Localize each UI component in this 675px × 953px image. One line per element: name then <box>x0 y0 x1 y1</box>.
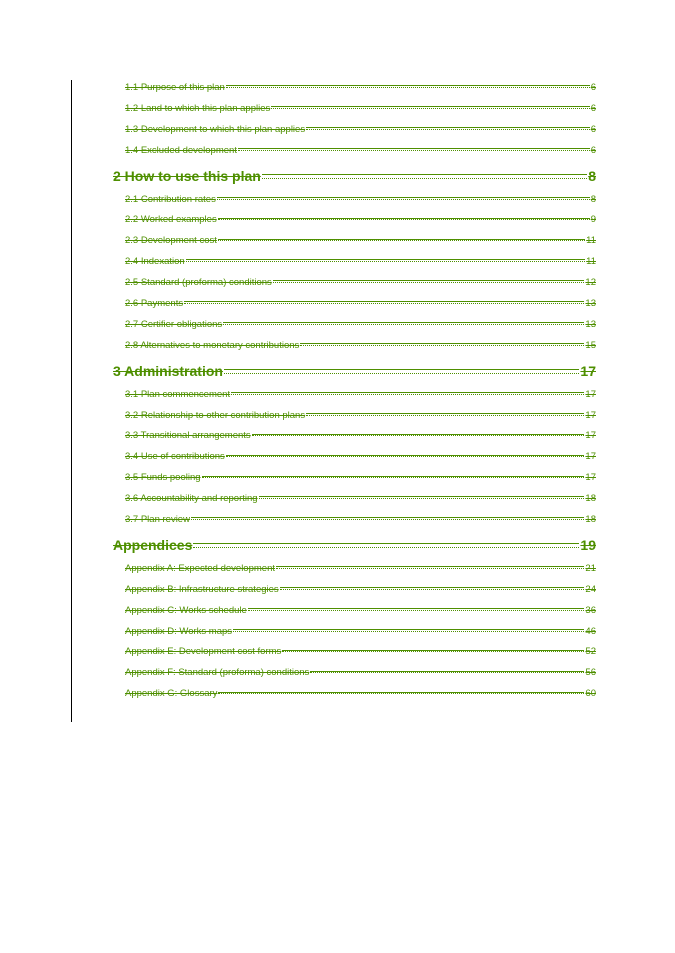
toc-entry[interactable] <box>113 231 596 252</box>
toc-entry-title: Appendix G: Glossary <box>125 688 218 700</box>
toc-entry-title: 3.1 Plan commencement <box>125 388 231 400</box>
toc-entry-page-number: 21 <box>585 562 596 574</box>
toc-dot-leader <box>217 192 590 202</box>
toc-entry[interactable] <box>113 601 596 622</box>
toc-dot-leader <box>273 276 585 286</box>
toc-dot-leader <box>226 81 590 91</box>
toc-entry-page-number: 11 <box>586 235 596 247</box>
toc-entry-title: 1.3 Development to which this plan applies <box>125 123 306 135</box>
toc-dot-leader <box>218 687 584 697</box>
toc-entry-title: Appendix B: Infrastructure strategies <box>125 583 279 595</box>
toc-dot-leader <box>238 143 590 153</box>
toc-entry-page-number: 12 <box>585 277 596 289</box>
toc-dot-leader <box>231 387 584 397</box>
toc-entry-title: Appendix F: Standard (proforma) conditions <box>125 667 310 679</box>
toc-entry-title: 3.7 Plan review <box>125 514 190 526</box>
toc-entry[interactable] <box>113 468 596 489</box>
toc-dot-leader <box>233 624 584 634</box>
toc-dot-leader <box>306 122 590 132</box>
toc-dot-leader <box>306 408 584 418</box>
toc-dot-leader <box>184 297 584 307</box>
toc-entry[interactable] <box>113 663 596 684</box>
toc-entry-page-number: 18 <box>585 493 596 505</box>
toc-dot-leader <box>252 429 585 439</box>
toc-entry-title: 2 How to use this plan <box>113 167 261 184</box>
toc-entry[interactable] <box>113 489 596 510</box>
toc-entry-page-number: 56 <box>585 667 596 679</box>
toc-entry-title: 3.3 Transitional arrangements <box>125 430 251 442</box>
toc-dot-leader <box>282 645 584 655</box>
toc-dot-leader <box>224 362 579 376</box>
toc-entry-page-number: 17 <box>585 451 596 463</box>
toc-entry-page-number: 6 <box>590 144 596 156</box>
toc-entry[interactable] <box>113 210 596 231</box>
toc-entry-page-number: 8 <box>590 193 596 205</box>
toc-entry-title: Appendix C: Works schedule <box>125 604 247 616</box>
toc-dot-leader <box>262 167 587 181</box>
toc-entry[interactable] <box>113 406 596 427</box>
toc-entry-page-number: 36 <box>585 604 596 616</box>
toc-entry-page-number: 6 <box>590 82 596 93</box>
toc-entry-title: 2.7 Certifier obligations <box>125 318 223 330</box>
toc-dot-leader <box>226 450 585 460</box>
toc-dot-leader <box>310 666 584 676</box>
toc-dot-leader <box>259 492 585 502</box>
toc-entry[interactable] <box>113 78 596 99</box>
toc-entry-title: 2.2 Worked examples <box>125 214 217 226</box>
toc-entry-page-number: 17 <box>585 388 596 400</box>
toc-entry[interactable] <box>113 684 596 705</box>
toc-entry-page-number: 52 <box>585 646 596 658</box>
table-of-contents <box>113 78 596 705</box>
toc-entry[interactable] <box>113 510 596 531</box>
toc-entry-page-number: 60 <box>585 688 596 700</box>
toc-heading-entry[interactable] <box>113 532 596 558</box>
toc-entry-page-number: 6 <box>590 123 596 135</box>
toc-entry[interactable] <box>113 120 596 141</box>
toc-entry[interactable] <box>113 426 596 447</box>
toc-entry-title: Appendix A: Expected development <box>125 562 275 574</box>
tracked-change-bar <box>71 80 72 722</box>
toc-dot-leader <box>280 582 585 592</box>
toc-entry-title: 3 Administration <box>113 362 223 379</box>
toc-entry-page-number: 17 <box>585 472 596 484</box>
toc-dot-leader <box>202 471 585 481</box>
toc-entry-title: 1.4 Excluded development <box>125 144 237 156</box>
toc-entry-title: 2.8 Alternatives to monetary contributions <box>125 339 300 351</box>
toc-entry-page-number: 13 <box>585 318 596 330</box>
toc-entry-page-number: 24 <box>585 583 596 595</box>
toc-dot-leader <box>248 603 585 613</box>
toc-entry[interactable] <box>113 252 596 273</box>
toc-entry-page-number: 11 <box>586 256 596 268</box>
toc-entry[interactable] <box>113 385 596 406</box>
toc-dot-leader <box>223 317 584 327</box>
toc-dot-leader <box>276 561 584 571</box>
toc-entry-title: Appendices <box>113 536 193 553</box>
toc-dot-leader <box>271 101 589 111</box>
toc-entry-title: 2.6 Payments <box>125 298 184 310</box>
toc-entry[interactable] <box>113 447 596 468</box>
toc-entry-page-number: 15 <box>585 339 596 351</box>
toc-entry-page-number: 18 <box>585 514 596 526</box>
toc-heading-entry[interactable] <box>113 163 596 189</box>
toc-dot-leader <box>218 213 590 223</box>
toc-entry-page-number: 17 <box>585 430 596 442</box>
toc-entry-title: 2.5 Standard (proforma) conditions <box>125 277 272 289</box>
toc-heading-entry[interactable] <box>113 358 596 384</box>
toc-entry-page-number: 46 <box>585 625 596 637</box>
toc-entry[interactable] <box>113 315 596 336</box>
toc-entry[interactable] <box>113 580 596 601</box>
toc-entry[interactable] <box>113 294 596 315</box>
toc-entry-title: 1.2 Land to which this plan applies <box>125 102 271 114</box>
toc-entry[interactable] <box>113 642 596 663</box>
toc-entry-page-number: 19 <box>580 536 596 553</box>
toc-entry[interactable] <box>113 336 596 357</box>
toc-entry-title: Appendix D: Works maps <box>125 625 233 637</box>
toc-dot-leader <box>191 513 584 523</box>
toc-entry-title: 2.1 Contribution rates <box>125 193 216 205</box>
toc-entry[interactable] <box>113 559 596 580</box>
toc-entry-page-number: 8 <box>588 167 596 184</box>
toc-entry-page-number: 17 <box>580 362 596 379</box>
toc-entry-title: Appendix E: Development cost forms <box>125 646 282 658</box>
toc-entry-title: 3.6 Accountability and reporting <box>125 493 258 505</box>
toc-entry[interactable] <box>113 273 596 294</box>
toc-entry-page-number: 9 <box>590 214 596 226</box>
toc-entry-title: 2.3 Development cost <box>125 235 217 247</box>
toc-entry[interactable] <box>113 190 596 211</box>
toc-entry-title: 2.4 Indexation <box>125 256 185 268</box>
toc-entry-page-number: 13 <box>585 298 596 310</box>
toc-entry-title: 3.5 Funds pooling <box>125 472 201 484</box>
toc-dot-leader <box>186 255 585 265</box>
toc-entry-title: 1.1 Purpose of this plan <box>125 82 225 93</box>
toc-dot-leader <box>300 338 584 348</box>
toc-entry-title: 3.4 Use of contributions <box>125 451 225 463</box>
toc-dot-leader <box>218 234 585 244</box>
toc-entry-page-number: 6 <box>590 102 596 114</box>
toc-entry[interactable] <box>113 141 596 162</box>
toc-entry-page-number: 17 <box>585 409 596 421</box>
toc-entry[interactable] <box>113 99 596 120</box>
toc-dot-leader <box>193 536 579 550</box>
toc-entry[interactable] <box>113 622 596 643</box>
toc-entry-title: 3.2 Relationship to other contribution plans <box>125 409 306 421</box>
